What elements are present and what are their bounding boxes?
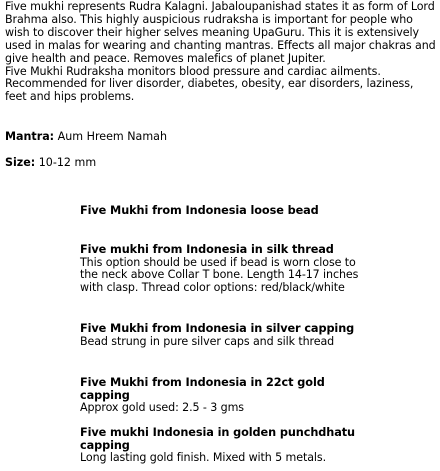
option-description: Approx gold used: 2.5 - 3 gms: [80, 401, 244, 414]
product-description: [5, 1, 437, 104]
option-gold-capping[interactable]: [80, 377, 360, 415]
option-description: Long lasting gold finish. Mixed with 5 metals.: [80, 451, 326, 464]
option-punchdhatu-capping[interactable]: [80, 427, 360, 465]
size-label: Size:: [5, 156, 36, 169]
option-silver-capping[interactable]: [80, 323, 354, 348]
option-description: This option should be used if bead is worn close to the neck above Collar T bone. Length 14-17 inches with clasp. Thread color options: red/black/white: [80, 255, 359, 294]
option-loose-bead[interactable]: [80, 205, 319, 218]
size-line: [5, 156, 435, 169]
mantra-label: Mantra:: [5, 130, 55, 143]
option-title: Five Mukhi from Indonesia loose bead: [80, 204, 319, 217]
option-silk-thread[interactable]: [80, 244, 360, 294]
option-title: Five Mukhi from Indonesia in silver capping: [80, 322, 355, 335]
mantra-value: Aum Hreem Namah: [57, 130, 167, 143]
option-title: Five mukhi from Indonesia in silk thread: [80, 243, 334, 256]
option-title: Five Mukhi from Indonesia in 22ct gold capping: [80, 376, 325, 402]
description-paragraph-1: Five mukhi represents Rudra Kalagni. Jabaloupanishad states it as form of Lord Brahma also. This highly auspicious rudraksha is important for people who wish to discover their higher selves meaning UpaGuru. This it is extensively used in malas for wearing and chanting mantras. Effects all major chakras and give health and peace. Removes malefics of planet Jupiter.: [5, 0, 436, 65]
option-title: Five mukhi Indonesia in golden punchdhatu capping: [80, 426, 355, 452]
option-description: Bead strung in pure silver caps and silk thread: [80, 334, 335, 348]
description-paragraph-2: Five Mukhi Rudraksha monitors blood pressure and cardiac ailments. Recommended for liver disorder, diabetes, obesity, ear disorders, laziness, feet and hips problems.: [5, 64, 414, 104]
mantra-line: [5, 130, 435, 143]
size-value: 10-12 mm: [38, 156, 97, 169]
